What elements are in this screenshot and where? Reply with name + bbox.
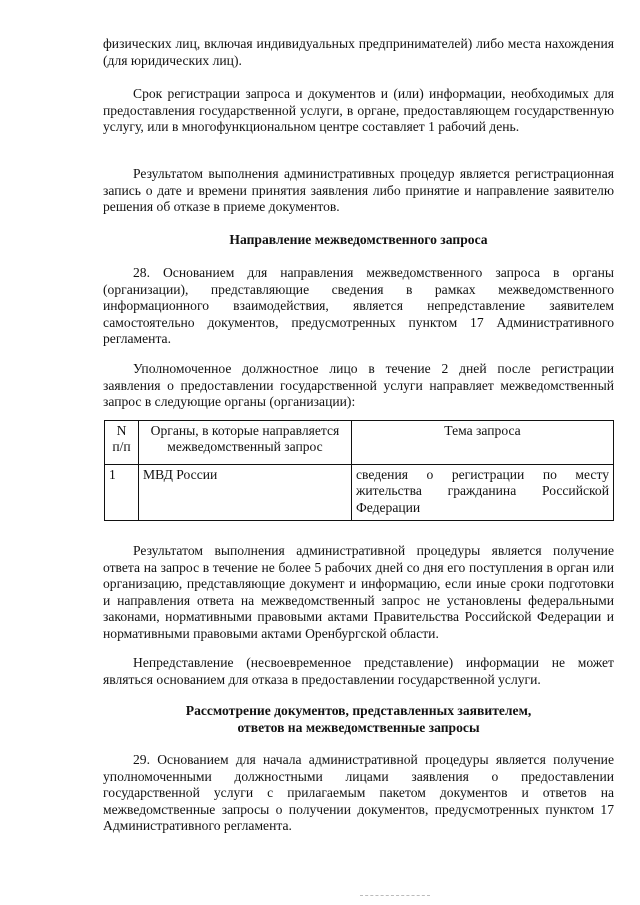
paragraph-registration-term: Срок регистрации запроса и документов и (или) информации, необходимых для предоставления государственной услуги, в органе, предоставляющем государственную услугу, или в многофункциональном центре составляет 1 рабочий день. [103,86,614,135]
header-number [105,421,139,465]
cell-number: 1 [105,465,139,521]
header-number-line2: п/п [112,439,131,455]
page-edge-mark [360,895,430,900]
paragraph-result-response: Результатом выполнения административной процедуры является получение ответа на запрос в течение не более 5 рабочих дней со дня его поступления в орган или организацию, представляющие документ и информацию, если иные сроки подготовки и направления ответа на межведомственный запрос не установлены федеральными законами, нормативными правовыми актами Правительства Российской Федерации и нормативными правовыми актами Оренбургской области. [103,543,614,641]
paragraph-non-submission: Непредставление (несвоевременное представление) информации не может являться основанием для отказа в предоставлении государственной услуги. [103,655,614,687]
heading-review-documents [103,703,614,736]
paragraph-28: 28. Основанием для направления межведомственного запроса в органы (организации), представляющие сведения в рамках межведомственного информационного взаимодействия, является непредставление заявителем самостоятельно документов, предусмотренных пунктом 17 Административного регламента. [103,265,614,347]
request-table [104,420,614,521]
heading-review-line2: ответов на межведомственные запросы [237,719,480,735]
heading-interagency-request: Направление межведомственного запроса [229,232,488,247]
cell-topic: сведения о регистрации по месту жительства гражданина Российской Федерации [352,465,614,521]
paragraph-result-registration: Результатом выполнения административных процедур является регистрационная запись о дате и времени принятия заявления либо принятие и направление заявителю решения об отказе в приеме документов. [103,166,614,215]
heading-review-line1: Рассмотрение документов, представленных заявителем, [185,703,532,718]
table-header-row [105,421,614,465]
paragraph-continuation: физических лиц, включая индивидуальных предпринимателей) либо места нахождения (для юридических лиц). [103,36,614,68]
paragraph-29: 29. Основанием для начала административной процедуры является получение уполномоченными должностными лицами заявления о предоставлении государственной услуги с прилагаемым пакетом документов и ответов на межведомственные запросы о получении документов, предусмотренных пунктом 17 Административного регламента. [103,752,614,834]
header-topic: Тема запроса [352,421,614,465]
header-number-line1: N [116,423,127,438]
paragraph-authorized-official: Уполномоченное должностное лицо в течение 2 дней после регистрации заявления о предоставлении государственной услуги направляет межведомственный запрос в следующие органы (организации): [103,361,614,410]
cell-organ: МВД России [139,465,352,521]
table-row [105,465,614,521]
header-organ: Органы, в которые направляется межведомственный запрос [139,421,352,465]
